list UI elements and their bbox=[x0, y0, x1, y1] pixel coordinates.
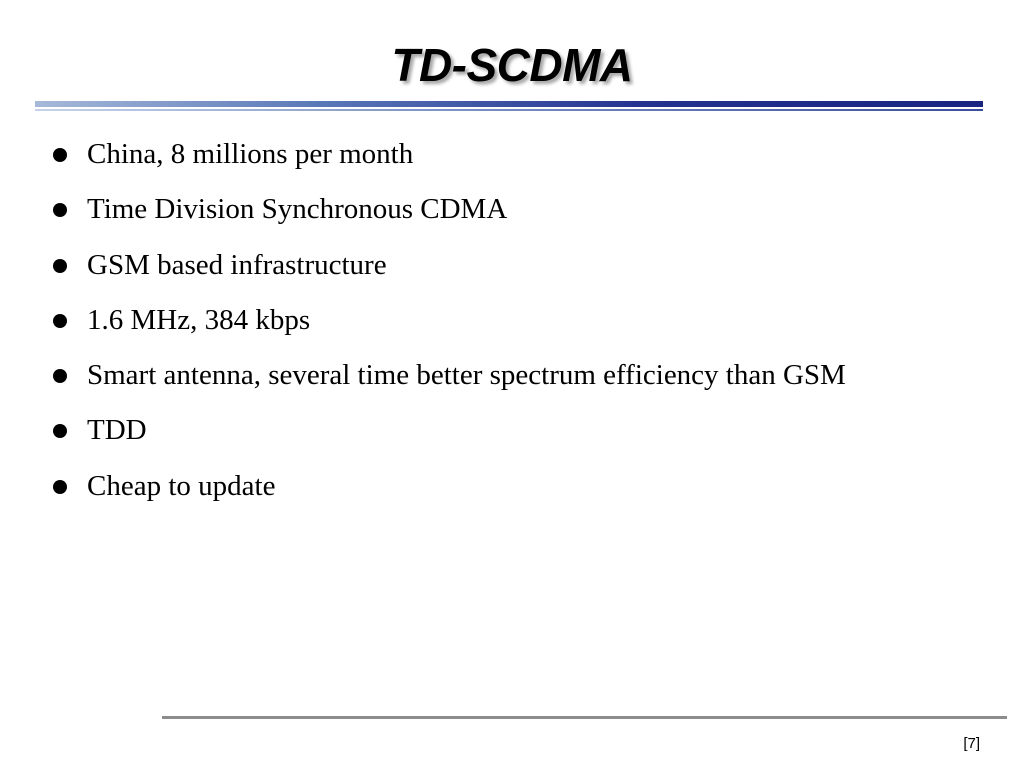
title-underline bbox=[35, 101, 983, 111]
footer-divider bbox=[162, 716, 1007, 719]
bullet-dot-icon bbox=[53, 314, 67, 328]
bullet-dot-icon bbox=[53, 259, 67, 273]
slide-title: TD-SCDMA bbox=[391, 39, 633, 91]
bullet-dot-icon bbox=[53, 148, 67, 162]
bullet-dot-icon bbox=[53, 369, 67, 383]
bullet-text: Cheap to update bbox=[87, 469, 276, 502]
page-number: [7] bbox=[963, 735, 980, 752]
bullet-dot-icon bbox=[53, 424, 67, 438]
bullet-text: Smart antenna, several time better spectrum efficiency than GSM bbox=[87, 359, 846, 392]
bullet-text: GSM based infrastructure bbox=[87, 248, 387, 281]
bullet-text: China, 8 millions per month bbox=[87, 138, 414, 170]
title-underline-thin bbox=[35, 109, 983, 111]
bullet-text: Time Division Synchronous CDMA bbox=[87, 193, 508, 226]
bullet-dot-icon bbox=[53, 480, 67, 494]
title-underline-band bbox=[35, 101, 983, 107]
bullet-text: 1.6 MHz, 384 kbps bbox=[87, 303, 311, 336]
bullet-dot-icon bbox=[53, 203, 67, 217]
bullet-text: TDD bbox=[87, 414, 147, 447]
